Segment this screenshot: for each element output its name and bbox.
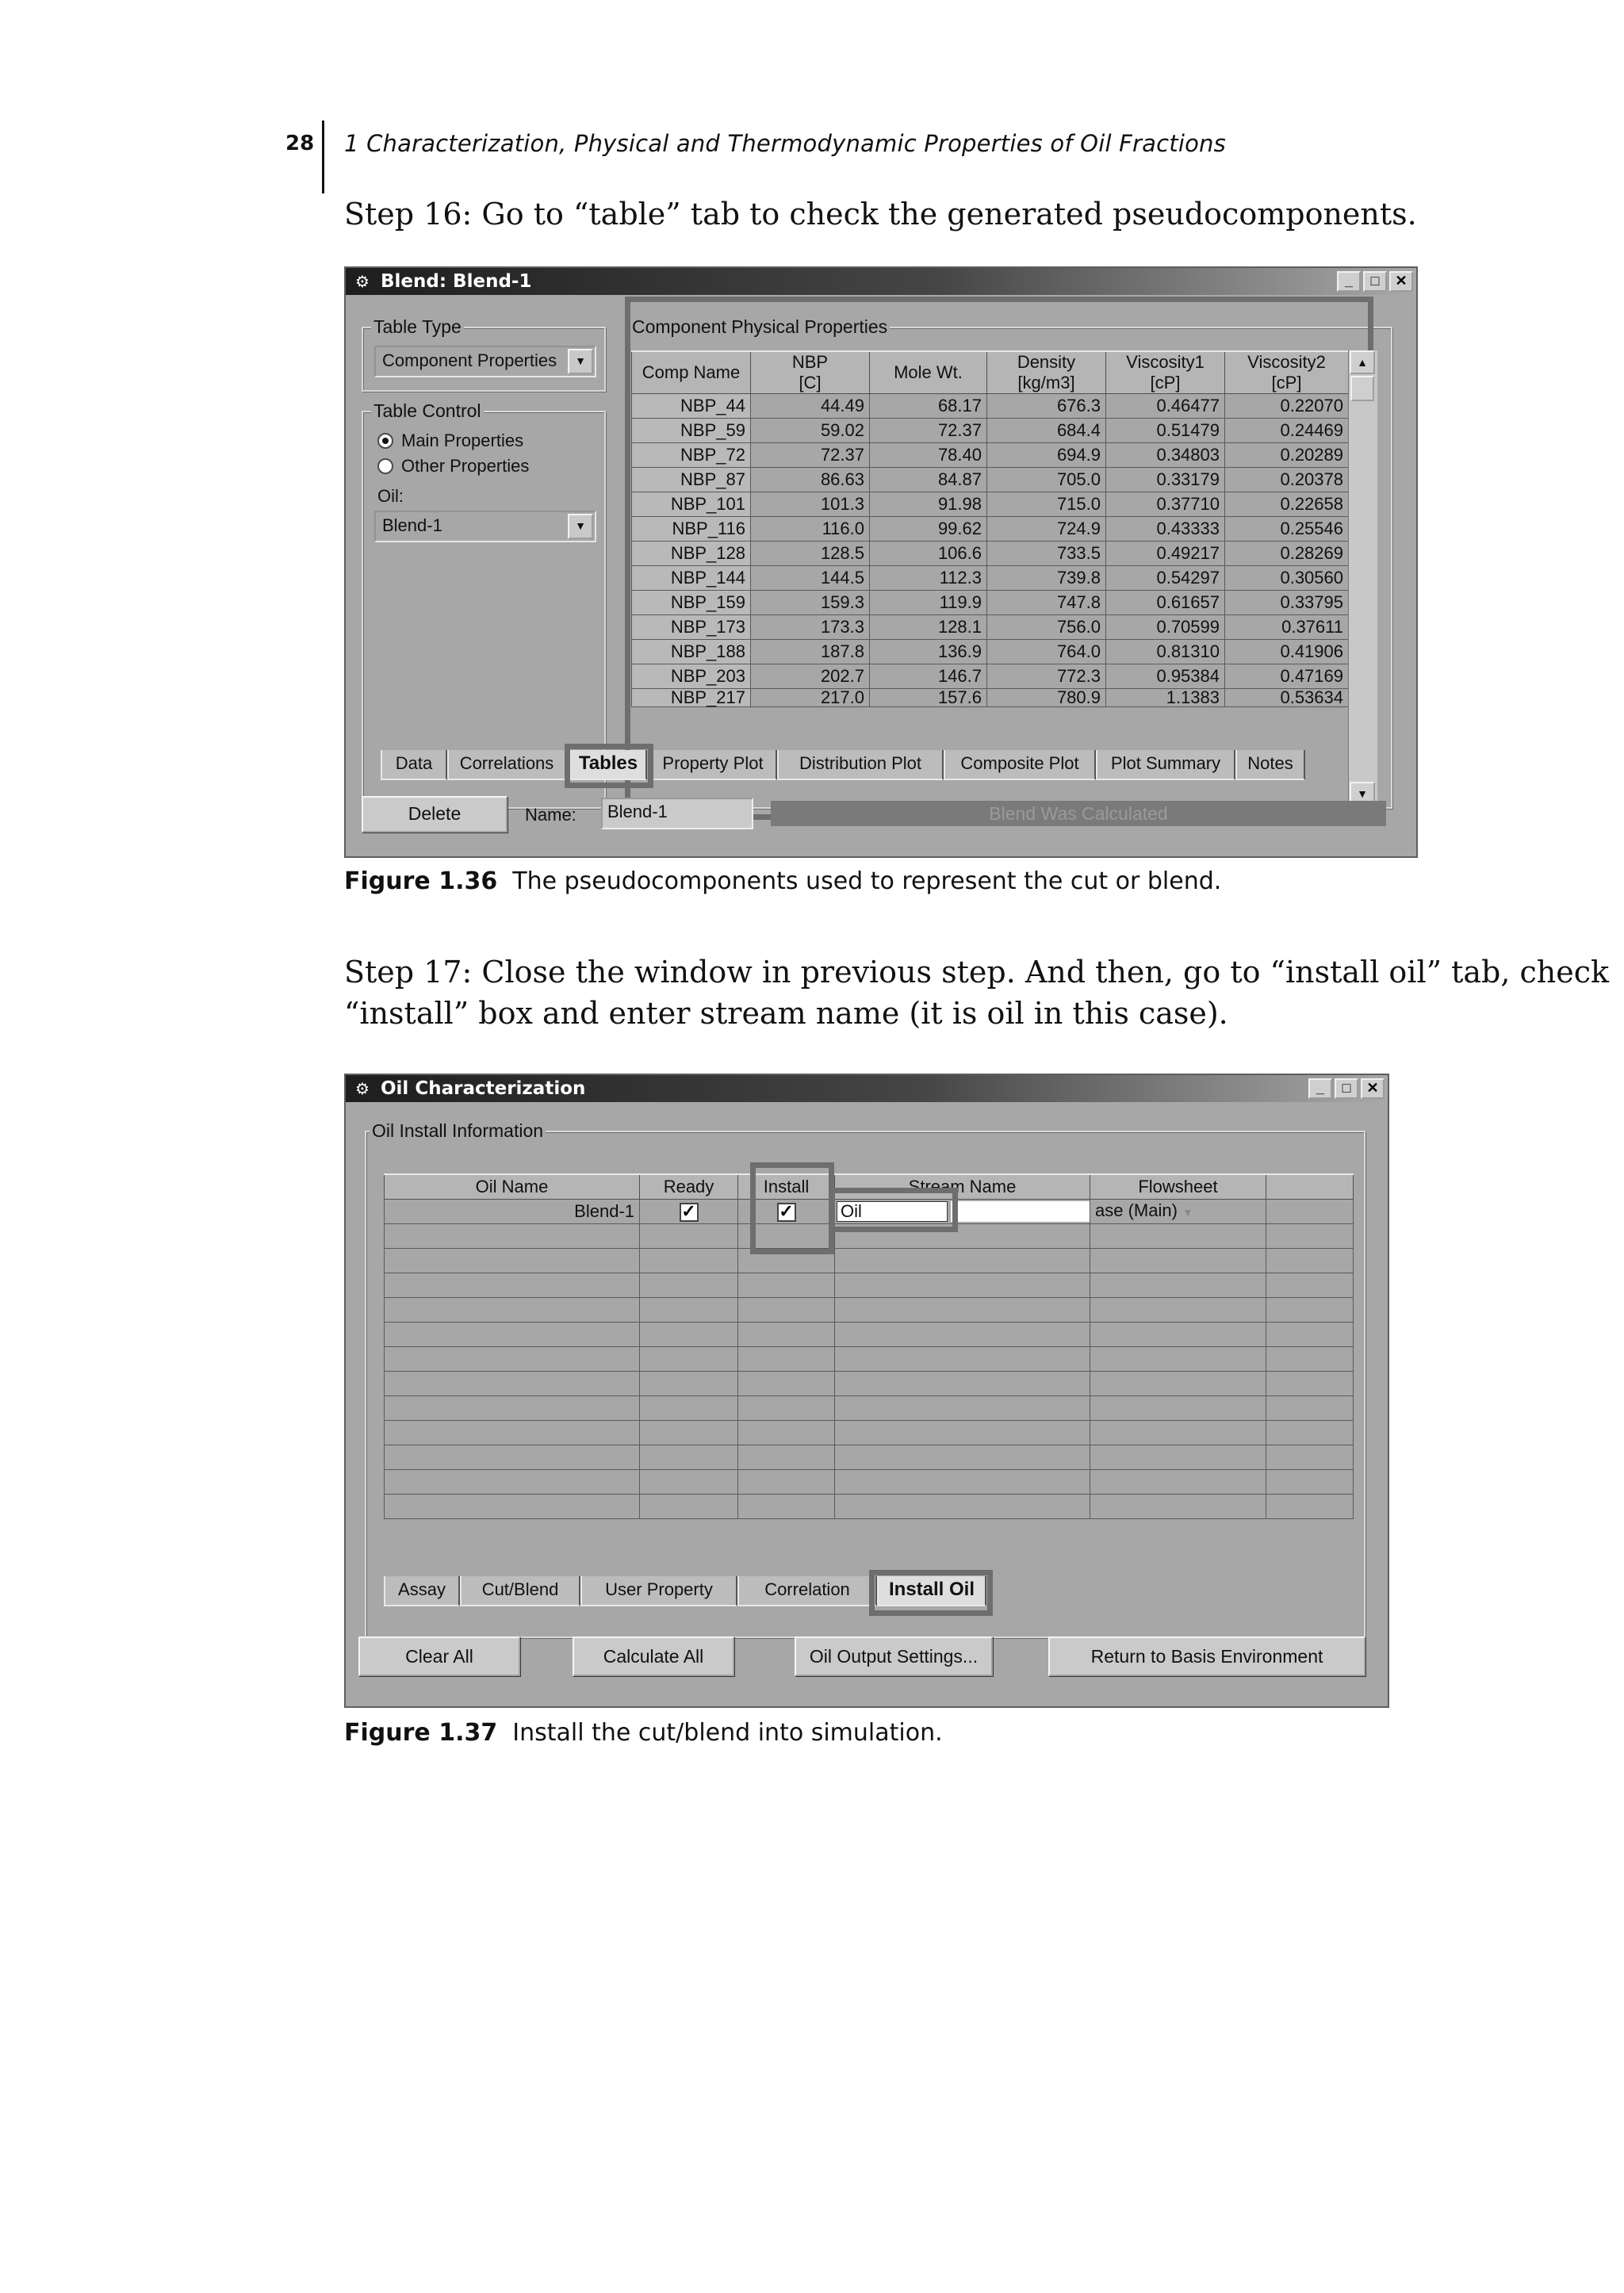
table-vertical-scrollbar[interactable]	[1348, 350, 1377, 806]
maximize-icon[interactable]: □	[1363, 271, 1387, 292]
step-17-line-2: “install” box and enter stream name (it is oil in this case).	[344, 996, 1228, 1031]
table-header-row	[632, 351, 1349, 394]
status-bar: Blend Was Calculated	[771, 801, 1386, 826]
table-row[interactable]: NBP_217 217.0 157.6 780.9 1.1383 0.53634	[632, 689, 1349, 707]
scroll-thumb[interactable]	[1350, 376, 1374, 401]
radio-main-label: Main Properties	[401, 431, 524, 450]
blend-tabstrip	[381, 750, 1364, 780]
step-16-text: Step 16: Go to “table” tab to check the generated pseudocomponents.	[344, 197, 1417, 232]
component-properties-label: Component Physical Properties	[630, 316, 890, 338]
tables-tab-highlight-box	[565, 744, 653, 788]
table-row[interactable]: NBP_87 86.63 84.87 705.0 0.33179 0.20378	[632, 468, 1349, 492]
oil-window-titlebar[interactable]	[346, 1075, 1388, 1102]
tab-distribution-plot[interactable]: Distribution Plot	[777, 750, 944, 780]
blend-window	[344, 266, 1418, 858]
ready-checkbox[interactable]: ✓	[680, 1203, 699, 1222]
tab-cut-blend[interactable]: Cut/Blend	[460, 1576, 580, 1606]
figure-1-37-caption: Figure 1.37 Install the cut/blend into simulation.	[344, 1719, 943, 1747]
table-control-label: Table Control	[371, 400, 484, 422]
oil-output-settings-button[interactable]: Oil Output Settings...	[795, 1636, 993, 1676]
oil-window-title: Oil Characterization	[381, 1078, 586, 1099]
stream-name-dropdown[interactable]	[951, 1201, 1090, 1222]
install-oil-tab-highlight-box	[869, 1570, 993, 1616]
tab-assay[interactable]: Assay	[384, 1576, 460, 1606]
tab-install-oil[interactable]: Install Oil	[877, 1576, 986, 1606]
table-row[interactable]: NBP_59 59.02 72.37 684.4 0.51479 0.24469	[632, 419, 1349, 443]
col-ready[interactable]: Ready	[640, 1174, 738, 1200]
app-icon: ⚙	[355, 1079, 370, 1098]
tab-correlation[interactable]: Correlation	[737, 1576, 877, 1606]
oil-characterization-window	[344, 1074, 1389, 1708]
table-row	[385, 1396, 1354, 1421]
col-comp-name[interactable]: Comp Name	[632, 351, 751, 394]
step-17-line-1: Step 17: Close the window in previous step. And then, go to “install oil” tab, check	[344, 955, 1610, 990]
table-row	[385, 1298, 1354, 1323]
radio-other-properties[interactable]	[377, 458, 393, 474]
oil-name-cell: Blend-1	[385, 1200, 640, 1224]
col-density[interactable]: Density [kg/m3]	[987, 351, 1106, 394]
col-stream-name[interactable]: Stream Name	[835, 1174, 1090, 1200]
col-install[interactable]: Install	[738, 1174, 835, 1200]
col-mole-wt[interactable]: Mole Wt.	[870, 351, 987, 394]
page-number: 28	[285, 132, 315, 155]
table-type-label: Table Type	[371, 316, 464, 338]
tab-property-plot[interactable]: Property Plot	[649, 750, 777, 780]
oil-install-label: Oil Install Information	[370, 1120, 546, 1142]
figure-1-36-caption: Figure 1.36 The pseudocomponents used to represent the cut or blend.	[344, 867, 1222, 895]
chapter-title: 1 Characterization, Physical and Thermodynamic Properties of Oil Fractions	[344, 130, 1226, 157]
delete-button[interactable]: Delete	[362, 796, 508, 833]
close-icon[interactable]: ✕	[1361, 1078, 1385, 1099]
ready-cell	[640, 1200, 738, 1224]
table-row	[385, 1445, 1354, 1470]
table-type-value: Component Properties	[382, 350, 557, 370]
header-rule	[322, 121, 324, 193]
table-row[interactable]: NBP_44 44.49 68.17 676.3 0.46477 0.22070	[632, 394, 1349, 419]
table-row	[385, 1347, 1354, 1372]
blend-window-titlebar[interactable]	[346, 268, 1416, 295]
stream-name-highlight-box	[829, 1188, 958, 1232]
col-nbp[interactable]: NBP [C]	[751, 351, 870, 394]
flowsheet-value: ase (Main)	[1095, 1200, 1178, 1220]
install-column-highlight-box	[750, 1162, 834, 1254]
table-row[interactable]: NBP_159 159.3 119.9 747.8 0.61657 0.33795	[632, 591, 1349, 615]
table-row	[385, 1372, 1354, 1396]
col-flowsheet[interactable]: Flowsheet	[1090, 1174, 1266, 1200]
oil-label: Oil:	[377, 486, 404, 506]
component-properties-table	[631, 350, 1349, 707]
scroll-up-icon[interactable]: ▲	[1350, 350, 1375, 374]
table-row	[385, 1421, 1354, 1445]
window-controls	[1337, 271, 1413, 292]
tab-correlations[interactable]: Correlations	[447, 750, 566, 780]
maximize-icon[interactable]: □	[1335, 1078, 1358, 1099]
oil-select-value: Blend-1	[382, 515, 442, 535]
tab-composite-plot[interactable]: Composite Plot	[944, 750, 1096, 780]
window-controls	[1308, 1078, 1385, 1099]
col-empty	[1266, 1174, 1354, 1200]
chevron-down-icon[interactable]: ▼	[568, 349, 593, 374]
tab-tables[interactable]: Tables	[569, 750, 647, 780]
table-row	[385, 1323, 1354, 1347]
table-row[interactable]: NBP_116 116.0 99.62 724.9 0.43333 0.25546	[632, 517, 1349, 542]
tab-notes[interactable]: Notes	[1235, 750, 1305, 780]
tab-plot-summary[interactable]: Plot Summary	[1096, 750, 1235, 780]
table-type-select[interactable]	[374, 346, 596, 377]
minimize-icon[interactable]: _	[1337, 271, 1361, 292]
minimize-icon[interactable]: _	[1308, 1078, 1332, 1099]
app-icon: ⚙	[355, 272, 370, 291]
close-icon[interactable]: ✕	[1389, 271, 1413, 292]
table-type-group	[362, 316, 606, 392]
table-row	[385, 1470, 1354, 1495]
table-row	[385, 1273, 1354, 1298]
stream-name-input[interactable]: Oil	[837, 1201, 948, 1222]
return-to-basis-environment-button[interactable]: Return to Basis Environment	[1048, 1636, 1365, 1676]
table-row[interactable]: NBP_72 72.37 78.40 694.9 0.34803 0.20289	[632, 443, 1349, 468]
table-row[interactable]: NBP_173 173.3 128.1 756.0 0.70599 0.37611	[632, 615, 1349, 640]
table-row	[385, 1495, 1354, 1519]
col-viscosity1[interactable]: Viscosity1 [cP]	[1106, 351, 1225, 394]
radio-other-label: Other Properties	[401, 456, 530, 476]
calculate-all-button[interactable]: Calculate All	[573, 1636, 734, 1676]
tab-data[interactable]: Data	[381, 750, 447, 780]
flowsheet-cell[interactable]	[1090, 1200, 1266, 1224]
chevron-down-icon[interactable]: ▼	[568, 514, 593, 539]
table-row[interactable]: NBP_203 202.7 146.7 772.3 0.95384 0.47169	[632, 664, 1349, 689]
table-row[interactable]: NBP_101 101.3 91.98 715.0 0.37710 0.22658	[632, 492, 1349, 517]
table-row	[385, 1249, 1354, 1273]
name-label: Name:	[525, 805, 576, 825]
name-field[interactable]: Blend-1	[601, 798, 753, 829]
col-oil-name[interactable]: Oil Name	[385, 1174, 640, 1200]
table-row[interactable]: NBP_128 128.5 106.6 733.5 0.49217 0.28269	[632, 542, 1349, 566]
clear-all-button[interactable]: Clear All	[358, 1636, 520, 1676]
scroll-down-icon[interactable]: ▼	[1350, 782, 1375, 806]
tab-user-property[interactable]: User Property	[580, 1576, 737, 1606]
oil-select[interactable]	[374, 511, 596, 542]
table-row[interactable]: NBP_144 144.5 112.3 739.8 0.54297 0.30560	[632, 566, 1349, 591]
radio-main-properties[interactable]	[377, 433, 393, 449]
col-viscosity2[interactable]: Viscosity2 [cP]	[1225, 351, 1349, 394]
table-row[interactable]: NBP_188 187.8 136.9 764.0 0.81310 0.41906	[632, 640, 1349, 664]
blend-window-title: Blend: Blend-1	[381, 271, 532, 292]
install-checkbox[interactable]: ✓	[777, 1203, 796, 1222]
chevron-down-icon[interactable]: ▼	[1182, 1206, 1193, 1219]
